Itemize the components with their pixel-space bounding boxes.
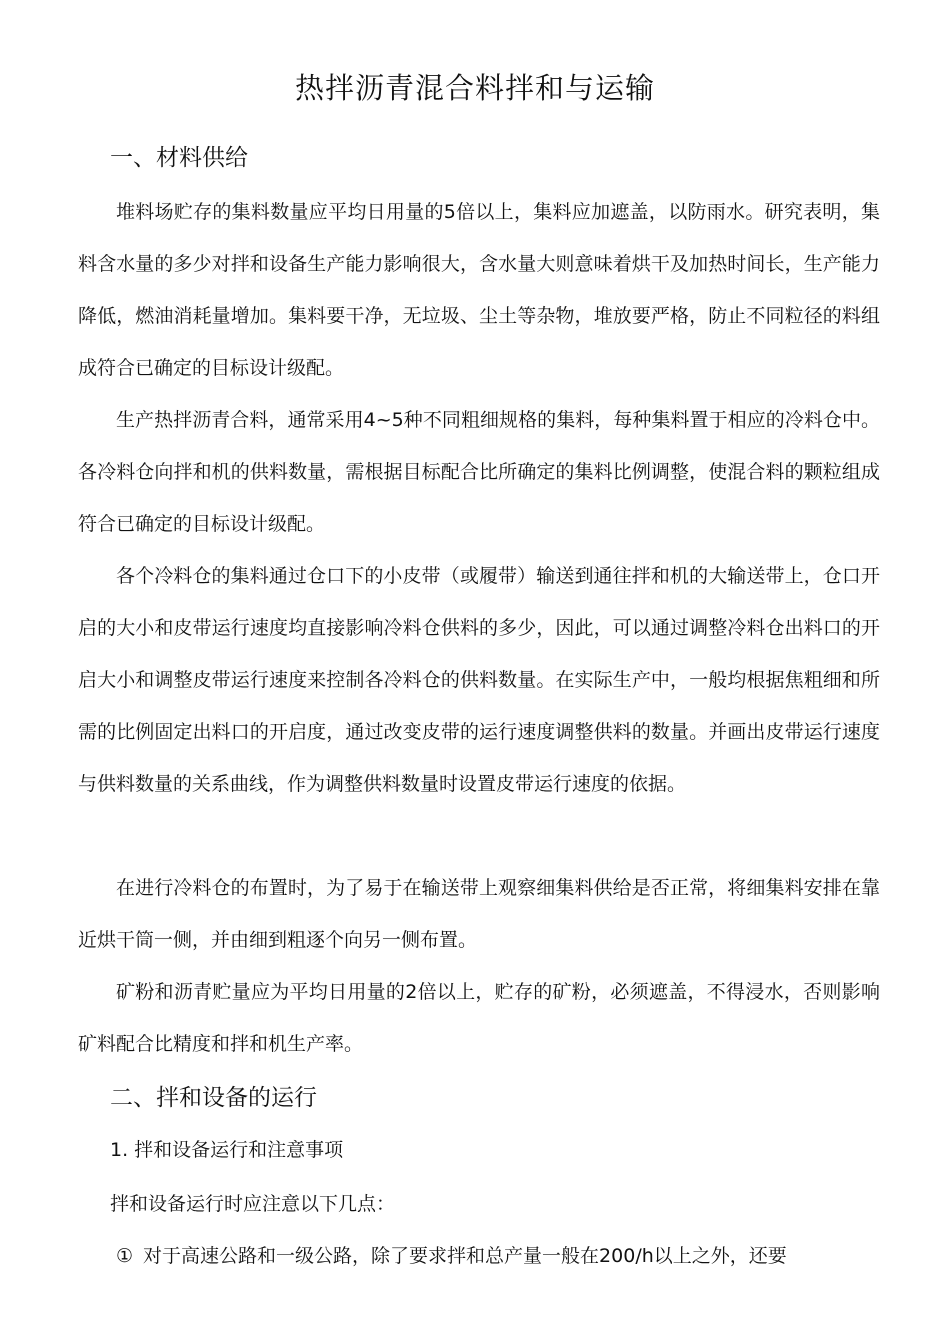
subsection-heading: 1. 拌和设备运行和注意事项 bbox=[110, 1139, 344, 1161]
paragraph-cold-bins: 各个冷料仓的集料通过仓口下的小皮带（或履带）输送到通往拌和机的大输送带上，仓口开启的大小和皮带运行速度均直接影响冷料仓供料的多少，因此，可以通过调整冷料仓出料口的开启大小和调整皮带运行速度来控制各冷料仓的供料数量。在实际生产中，一般均根据焦粗细和所需的比例固定出料口的开启度，通过改变皮带的运行速度调整供料的数量。并画出皮带运行速度与供料数量的关系曲线，作为调整供料数量时设置皮带运行速度的依据。 bbox=[78, 565, 880, 795]
section-intro: 拌和设备运行时应注意以下几点： bbox=[110, 1193, 396, 1215]
list-item-text: 对于高速公路和一级公路，除了要求拌和总产量一般在200/h以上之外，还要 bbox=[143, 1245, 787, 1267]
document-title: 热拌沥青混合料拌和与运输 bbox=[294, 71, 655, 105]
paragraph-aggregate-sizes: 生产热拌沥青合料，通常采用4~5种不同粗细规格的集料，每种集料置于相应的冷料仓中。各冷料仓向拌和机的供料数量，需根据目标配合比所确定的集料比例调整，使混合料的颗粒组成符合已确定的目标设计级配。 bbox=[78, 409, 880, 535]
list-item bbox=[110, 1242, 787, 1270]
paragraph-bin-layout: 在进行冷料仓的布置时，为了易于在输送带上观察细集料供给是否正常，将细集料安排在靠近烘干筒一侧，并由细到粗逐个向另一侧布置。 bbox=[78, 877, 880, 951]
list-marker: ① bbox=[116, 1245, 134, 1267]
section-heading-equipment: 二、拌和设备的运行 bbox=[110, 1085, 317, 1111]
paragraph-stockpile: 堆料场贮存的集料数量应平均日用量的5倍以上，集料应加遮盖，以防雨水。研究表明，集料含水量的多少对拌和设备生产能力影响很大，含水量大则意味着烘干及加热时间长，生产能力降低，燃油消耗量增加。集料要干净，无垃圾、尘土等杂物，堆放要严格，防止不同粒径的料组成符合已确定的目标设计级配。 bbox=[78, 201, 880, 379]
section-heading-materials: 一、材料供给 bbox=[110, 145, 248, 171]
paragraph-mineral-powder: 矿粉和沥青贮量应为平均日用量的2倍以上，贮存的矿粉，必须遮盖，不得浸水，否则影响矿料配合比精度和拌和机生产率。 bbox=[78, 981, 880, 1055]
